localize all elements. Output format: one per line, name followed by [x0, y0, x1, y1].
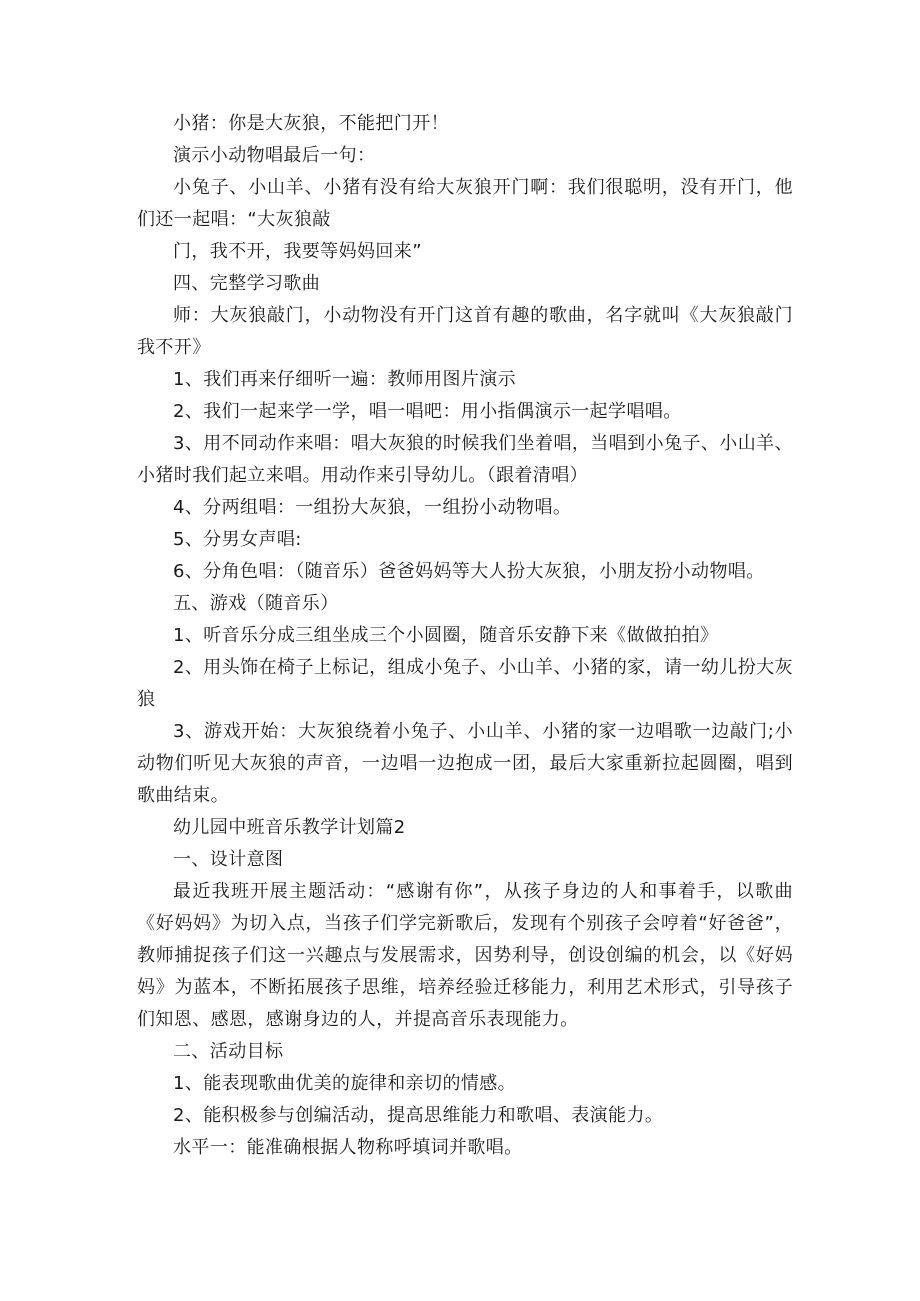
paragraph: 最近我班开展主题活动：“感谢有你”，从孩子身边的人和事着手，以歌曲《好妈妈》为切入点，当孩子们学完新歌后，发现有个别孩子会哼着“好爸爸”，教师捕捉孩子们这一兴趣点与发展需求，因势利导，创设创编的机会，以《好妈妈》为蓝本，不断拓展孩子思维，培养经验迁移能力，利用艺术形式，引导孩子们知恩、感恩，感谢身边的人，并提高音乐表现能力。 [137, 881, 793, 1030]
list-item: 3、用不同动作来唱：唱大灰狼的时候我们坐着唱，当唱到小兔子、小山羊、小猪时我们起立来唱。用动作来引导幼儿。（跟着清唱） [137, 433, 793, 486]
document-body [137, 108, 793, 1164]
list-item: 2、用头饰在椅子上标记，组成小兔子、小山羊、小猪的家，请一幼儿扮大灰狼 [137, 657, 793, 710]
list-item: 1、能表现歌曲优美的旋律和亲切的情感。 [173, 1073, 517, 1094]
list-item: 3、游戏开始：大灰狼绕着小兔子、小山羊、小猪的家一边唱歌一边敲门;小动物们听见大灰狼的声音，一边唱一边抱成一团，最后大家重新拉起圆圈，唱到歌曲结束。 [137, 721, 793, 806]
list-item: 5、分男女声唱: [173, 529, 302, 550]
document-subtitle: 幼儿园中班音乐教学计划篇2 [173, 817, 406, 838]
section-heading: 一、设计意图 [173, 849, 284, 870]
list-item: 1、我们再来仔细听一遍：教师用图片演示 [173, 369, 517, 390]
list-item: 4、分两组唱：一组扮大灰狼，一组扮小动物唱。 [173, 497, 572, 518]
paragraph: 演示小动物唱最后一句： [173, 145, 376, 166]
list-item: 1、听音乐分成三组坐成三个小圆圈，随音乐安静下来《做做拍拍》 [173, 625, 719, 646]
list-item: 2、能积极参与创编活动，提高思维能力和歌唱、表演能力。 [173, 1105, 664, 1126]
section-heading: 四、完整学习歌曲 [173, 273, 321, 294]
list-item: 6、分角色唱：（随音乐）爸爸妈妈等大人扮大灰狼，小朋友扮小动物唱。 [173, 561, 765, 582]
paragraph: 小兔子、小山羊、小猪有没有给大灰狼开门啊：我们很聪明，没有开门，他们还一起唱：“大灰狼敲 [137, 177, 793, 230]
paragraph: 小猪：你是大灰狼，不能把门开！ [173, 113, 449, 134]
paragraph: 师：大灰狼敲门，小动物没有开门这首有趣的歌曲，名字就叫《大灰狼敲门我不开》 [137, 305, 793, 358]
list-item: 2、我们一起来学一学，唱一唱吧：用小指偶演示一起学唱唱。 [173, 401, 682, 422]
paragraph: 水平一：能准确根据人物称呼填词并歌唱。 [173, 1137, 523, 1158]
paragraph: 门，我不开，我要等妈妈回来” [173, 241, 422, 262]
section-heading: 五、游戏（随音乐） [173, 593, 339, 614]
section-heading: 二、活动目标 [173, 1041, 284, 1062]
